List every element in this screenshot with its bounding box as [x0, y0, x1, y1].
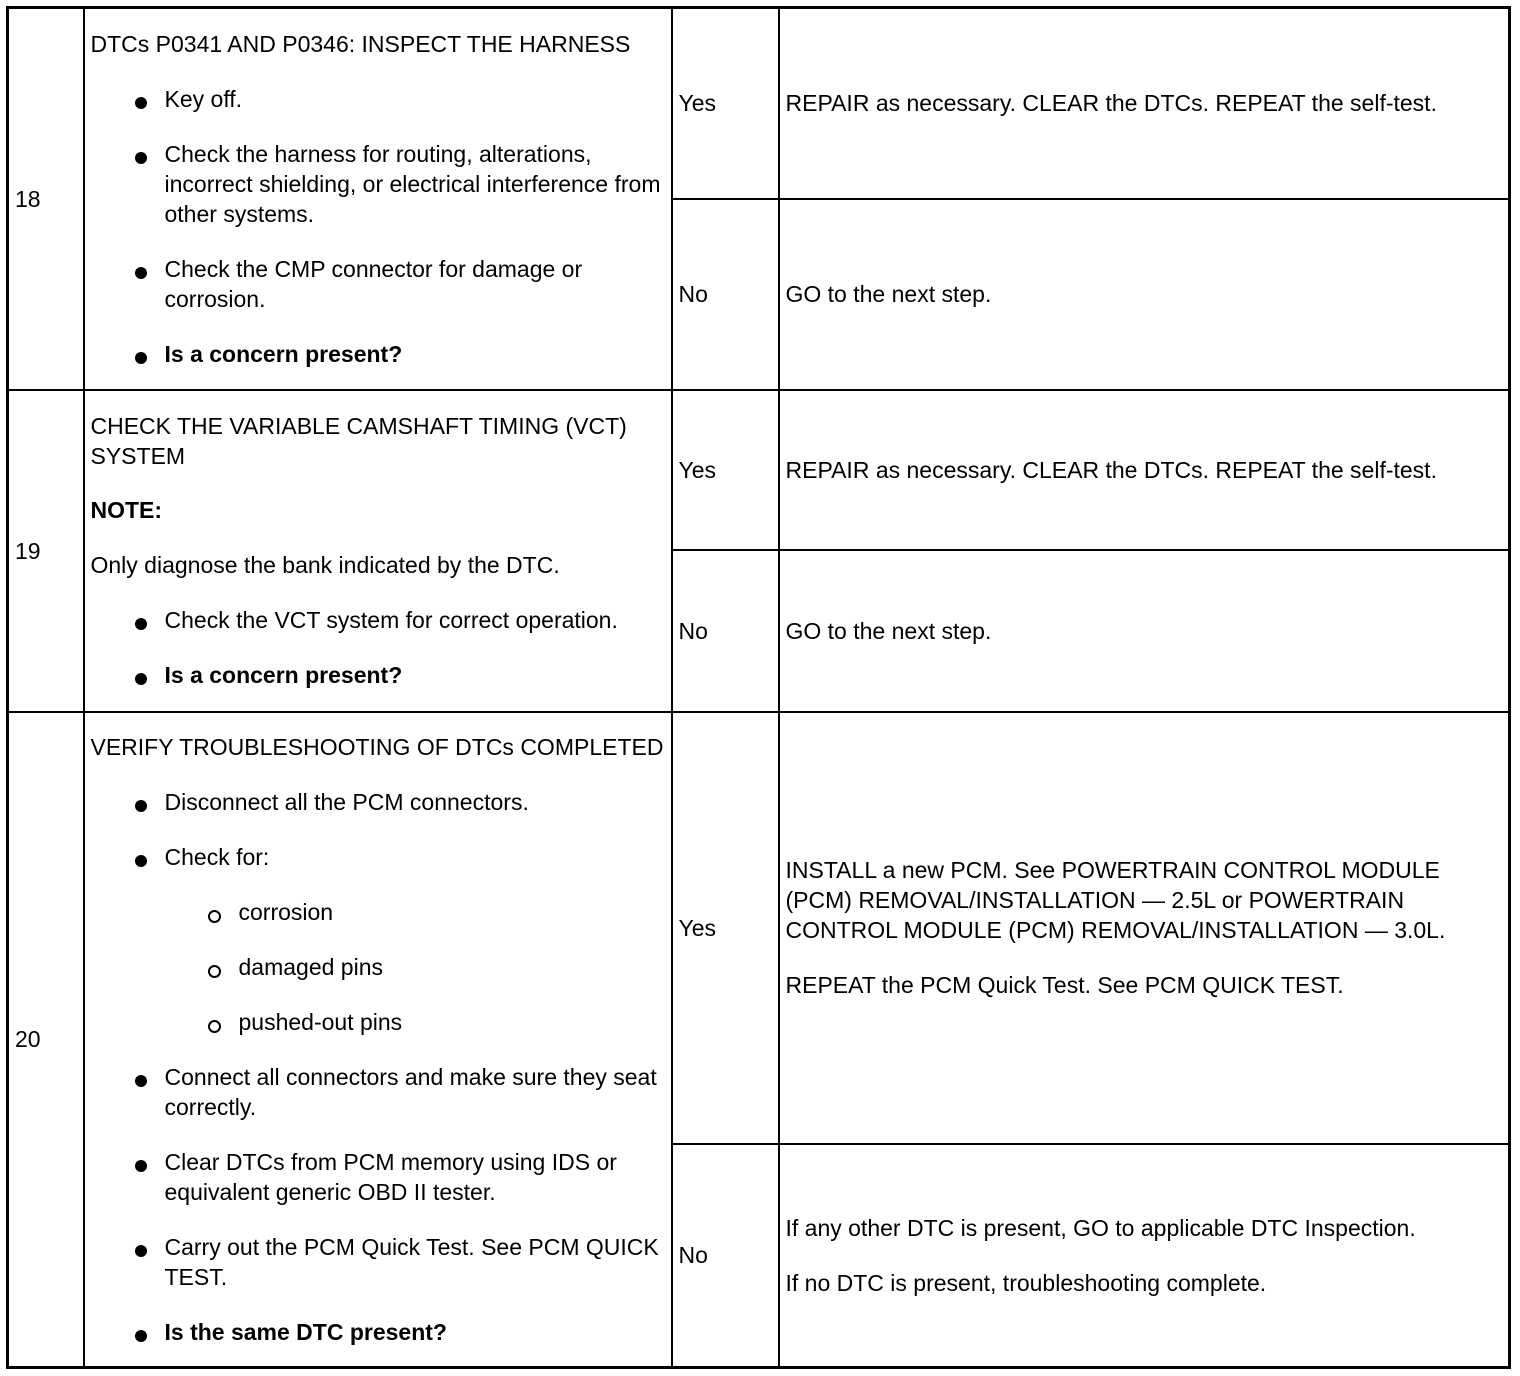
result-text: REPEAT the PCM Quick Test. See PCM QUICK TEST.	[785, 972, 1344, 998]
check-item: corrosion	[239, 872, 665, 927]
note-label: NOTE:	[90, 497, 163, 523]
bullet-item: Check the VCT system for correct operation.	[165, 580, 665, 635]
no-label: No	[672, 199, 779, 390]
note-text: Only diagnose the bank indicated by the DTC.	[90, 552, 560, 578]
step-19-yes-row	[8, 390, 1510, 550]
yes-label: Yes	[672, 390, 779, 550]
step-number: 19	[8, 390, 84, 712]
bullet-item: Disconnect all the PCM connectors.	[165, 762, 665, 817]
no-result	[779, 1144, 1510, 1368]
no-label: No	[672, 550, 779, 712]
question-item: Is a concern present?	[165, 635, 665, 690]
bullet-item: Carry out the PCM Quick Test. See PCM QUICK TEST.	[165, 1207, 665, 1292]
check-list	[165, 872, 665, 1037]
diagnostic-table	[6, 6, 1511, 1369]
step-action	[84, 712, 672, 1368]
yes-label: Yes	[672, 8, 779, 199]
no-label: No	[672, 1144, 779, 1368]
no-result: GO to the next step.	[779, 550, 1510, 712]
bullet-item: Clear DTCs from PCM memory using IDS or equivalent generic OBD II tester.	[165, 1122, 665, 1207]
yes-result	[779, 712, 1510, 1144]
question-item: Is a concern present?	[165, 314, 665, 369]
step-20-yes-row	[8, 712, 1510, 1144]
bullet-item: Check the CMP connector for damage or corrosion.	[165, 229, 665, 314]
no-result: GO to the next step.	[779, 199, 1510, 390]
step-18-yes-row	[8, 8, 1510, 199]
result-text: INSTALL a new PCM. See POWERTRAIN CONTROL MODULE (PCM) REMOVAL/INSTALLATION — 2.5L or POWERTRAIN CONTROL MODULE (PCM) REMOVAL/INSTALLATION — 3.0L.	[785, 857, 1446, 943]
bullet-list	[91, 59, 665, 369]
yes-label: Yes	[672, 712, 779, 1144]
bullet-item: Check the harness for routing, alterations, incorrect shielding, or electrical interference from other systems.	[165, 114, 665, 229]
bullet-item	[165, 817, 665, 1037]
question-item: Is the same DTC present?	[165, 1292, 665, 1347]
yes-result: REPAIR as necessary. CLEAR the DTCs. REPEAT the self-test.	[779, 8, 1510, 199]
step-heading: CHECK THE VARIABLE CAMSHAFT TIMING (VCT) SYSTEM	[90, 413, 627, 469]
bullet-item: Connect all connectors and make sure they seat correctly.	[165, 1037, 665, 1122]
step-action	[84, 8, 672, 390]
result-text: If no DTC is present, troubleshooting complete.	[785, 1269, 1267, 1296]
step-number: 18	[8, 8, 84, 390]
bullet-list	[91, 580, 665, 690]
bullet-item: Key off.	[165, 59, 665, 114]
result-text: If any other DTC is present, GO to applicable DTC Inspection.	[785, 1214, 1416, 1241]
yes-result: REPAIR as necessary. CLEAR the DTCs. REPEAT the self-test.	[779, 390, 1510, 550]
check-item: pushed-out pins	[239, 982, 665, 1037]
bullet-text: Check for:	[164, 843, 270, 870]
check-item: damaged pins	[239, 927, 665, 982]
step-number: 20	[8, 712, 84, 1368]
step-action	[84, 390, 672, 712]
bullet-list	[91, 762, 665, 1347]
step-heading: DTCs P0341 AND P0346: INSPECT THE HARNESS	[90, 30, 631, 57]
step-heading: VERIFY TROUBLESHOOTING OF DTCs COMPLETED	[90, 733, 664, 760]
